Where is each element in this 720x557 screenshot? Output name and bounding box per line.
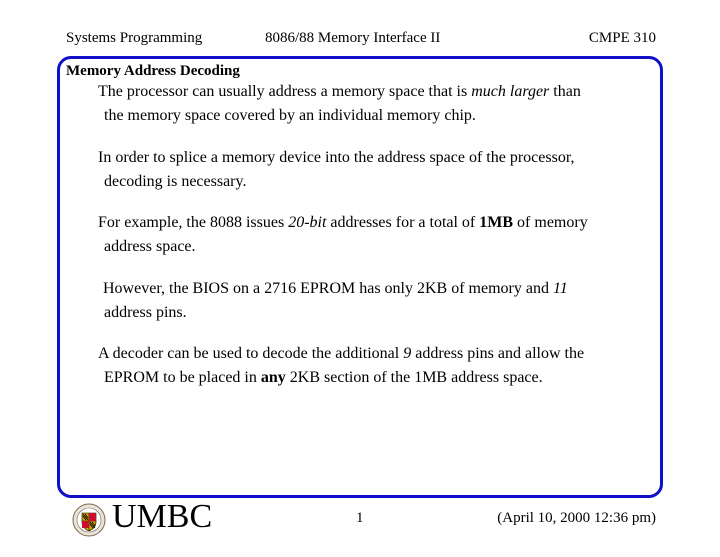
paragraph-3 (98, 211, 654, 259)
header-course-code: CMPE 310 (588, 30, 656, 46)
p2-continuation: decoding is necessary. (104, 173, 247, 190)
p1-text-a: The processor can usually address a memory space that is (98, 83, 472, 100)
p5-cont-a: EPROM to be placed in (104, 369, 261, 386)
p1-text-b: than (549, 83, 581, 100)
p3-strong: 1MB (479, 214, 514, 231)
slide-title: Memory Address Decoding (66, 63, 240, 79)
p3-text-a: For example, the 8088 issues (98, 214, 289, 231)
paragraph-2 (98, 146, 654, 194)
header-course: Systems Programming (66, 30, 203, 46)
header-topic: 8086/88 Memory Interface II (265, 30, 441, 46)
p4-text-a: However, the BIOS on a 2716 EPROM has only 2KB of memory and (103, 280, 553, 297)
p1-emphasis: much larger (471, 83, 550, 100)
p5-text-b: address pins and allow the (411, 345, 585, 362)
p4-emphasis: 11 (552, 280, 568, 297)
p3-text-b: addresses for a total of (326, 214, 480, 231)
umbc-logo-text: UMBC (112, 498, 213, 535)
paragraph-4 (103, 277, 659, 325)
p4-continuation: address pins. (104, 304, 187, 321)
p5-continuation (98, 366, 654, 390)
p5-cont-strong: any (260, 369, 286, 386)
page-number: 1 (356, 510, 364, 526)
umbc-seal-icon (72, 503, 106, 537)
p5-emphasis: 9 (403, 345, 412, 362)
p2-text: In order to splice a memory device into the address space of the processor, (98, 149, 575, 166)
p5-text-a: A decoder can be used to decode the additional (98, 345, 404, 362)
paragraph-1 (98, 80, 654, 128)
p3-text-c: of memory (513, 214, 588, 231)
footer-date: (April 10, 2000 12:36 pm) (497, 510, 656, 526)
p3-continuation: address space. (104, 238, 196, 255)
p5-cont-b: 2KB section of the 1MB address space. (285, 369, 543, 386)
p1-continuation: the memory space covered by an individual memory chip. (104, 107, 476, 124)
p3-emphasis: 20-bit (288, 214, 327, 231)
paragraph-5 (98, 342, 654, 390)
